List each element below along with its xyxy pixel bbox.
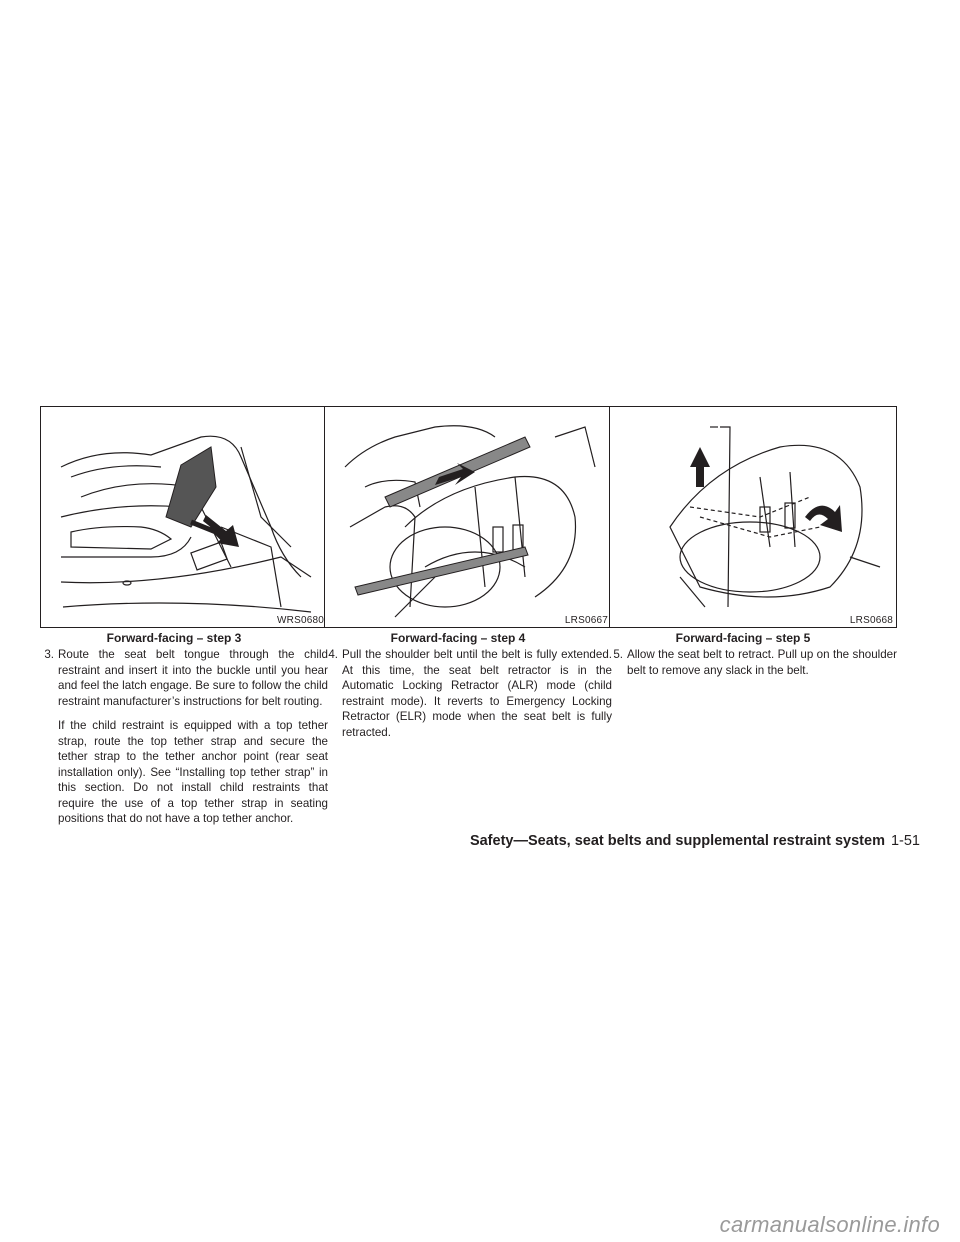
step-paragraph: Route the seat belt tongue through the child restraint and insert it into the buckle until you hear and feel the latch engage. Be sure to follow the child restraint manufacturer’s instructions for belt routing. [58,648,328,708]
figure-code: LRS0667 [564,615,608,626]
illustration-seat-belt-tongue [41,407,327,627]
step-number: 3. [44,648,54,661]
column-step-5 [609,406,897,678]
figure-caption: Forward-facing – step 3 [106,631,242,645]
illustration-belt-retract [610,407,896,627]
page-footer [470,833,920,849]
figure-forward-facing-step-5 [609,406,897,628]
step-4 [324,647,612,740]
figure-caption: Forward-facing – step 5 [675,631,811,645]
step-number: 4. [328,648,338,661]
figure-forward-facing-step-3 [40,406,328,628]
figure-code: WRS0680 [277,615,324,626]
step-paragraph: If the child restraint is equipped with a top tether strap, route the top tether strap and secure the tether strap to the tether anchor point (rear seat installation only). See “Installing top tether strap” in this section. Do not install child restraints that require the use of a top tether strap in seating positions that do not have a top tether anchor. [58,719,328,825]
column-step-3 [40,406,328,827]
step-3 [40,647,328,827]
section-title: Safety—Seats, seat belts and supplemental restraint system [469,833,885,849]
figure-forward-facing-step-4 [324,406,612,628]
step-number: 5. [613,648,623,661]
figure-caption: Forward-facing – step 4 [390,631,526,645]
page-number: 1-51 [890,833,920,849]
figure-code: LRS0668 [849,615,893,626]
step-paragraph: Pull the shoulder belt until the belt is fully extended. At this time, the seat belt retractor is in the Automatic Locking Retractor (ALR) mode (child restraint mode). It reverts to Emergency Locking Retractor (ELR) mode when the seat belt is fully retracted. [342,648,612,739]
illustration-shoulder-belt-pull [325,407,611,627]
step-5 [609,647,897,678]
step-paragraph: Allow the seat belt to retract. Pull up on the shoulder belt to remove any slack in the belt. [627,648,897,677]
column-step-4 [324,406,612,740]
watermark: carmanualsonline.info [719,1212,940,1237]
